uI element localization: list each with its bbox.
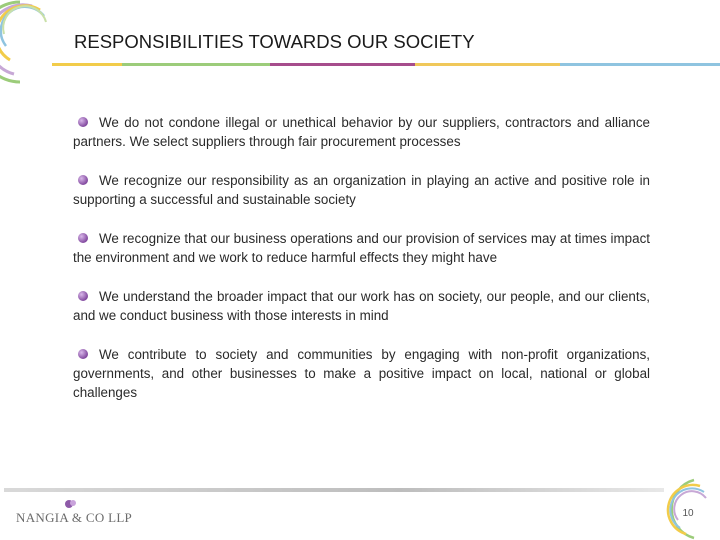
bullet-text: We understand the broader impact that our work has on society, our people, and our clients, and we conduct business with those interests in mind <box>73 289 650 323</box>
purple-sphere-bullet-icon <box>77 116 89 128</box>
corner-arcs-icon <box>0 0 70 90</box>
title-color-rule <box>52 63 720 66</box>
bullet-list <box>73 113 650 422</box>
bullet-item <box>73 229 650 267</box>
bullet-item <box>73 345 650 402</box>
bullet-item <box>73 287 650 325</box>
bullet-text: We do not condone illegal or unethical behavior by our suppliers, contractors and alliance partners. We select suppliers through fair procurement processes <box>73 115 650 149</box>
slide-title: RESPONSIBILITIES TOWARDS OUR SOCIETY <box>74 31 475 52</box>
bullet-text: We contribute to society and communities by engaging with non-profit organizations, governments, and other businesses to make a positive impact on local, national or global challenges <box>73 347 650 400</box>
purple-sphere-bullet-icon <box>77 290 89 302</box>
logo-mark-icon <box>64 498 78 510</box>
purple-sphere-bullet-icon <box>77 348 89 360</box>
page-number: 10 <box>682 508 694 519</box>
logo-text: NANGIA & CO LLP <box>16 510 133 525</box>
bullet-text: We recognize that our business operations and our provision of services may at times impact the environment and we work to reduce harmful effects they might have <box>73 231 650 265</box>
purple-sphere-bullet-icon <box>77 174 89 186</box>
purple-sphere-bullet-icon <box>77 232 89 244</box>
bullet-item <box>73 113 650 151</box>
footer-divider <box>4 488 664 492</box>
bullet-text: We recognize our responsibility as an organization in playing an active and positive role in supporting a successful and sustainable society <box>73 173 650 207</box>
bullet-item <box>73 171 650 209</box>
company-logo <box>16 498 146 528</box>
